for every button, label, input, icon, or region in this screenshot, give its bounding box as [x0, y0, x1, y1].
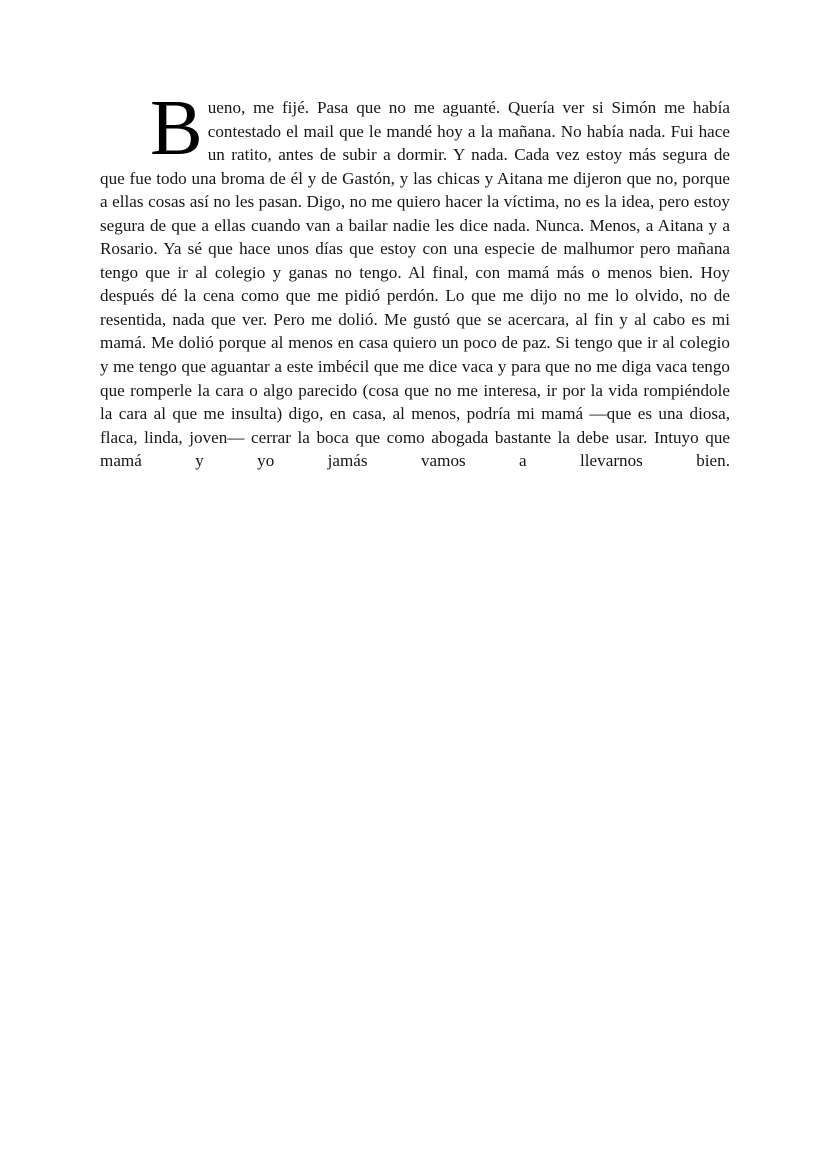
body-paragraph: Bueno, me fijé. Pasa que no me aguanté. Quería ver si Simón me había contestado el mail que le mandé hoy a la mañana. No había nada. Fui hace un ratito, antes de subir a dormir. Y nada. Cada vez estoy más segura de que fue todo una broma de él y de Gastón, y las chicas y Aitana me dijeron que no, porque a ellas cosas así no les pasan. Digo, no me quiero hacer la víctima, no es la idea, pero estoy segura de que a ellas cuando van a bailar nadie les dice nada. Nunca. Menos, a Aitana y a Rosario. Ya sé que hace unos días que estoy con una especie de malhumor pero mañana tengo que ir al colegio y ganas no tengo. Al final, con mamá más o menos bien. Hoy después dé la cena como que me pidió perdón. Lo que me dijo no me lo olvido, no de resentida, nada que ver. Pero me dolió. Me gustó que se acercara, al fin y al cabo es mi mamá. Me dolió porque al menos en casa quiero un poco de paz. Si tengo que ir al colegio y me tengo que aguantar a este imbécil que me dice vaca y para que no me diga vaca tengo que romperle la cara o algo parecido (cosa que no me interesa, ir por la vida rompiéndole la cara al que me insulta) digo, en casa, al menos, podría mi mamá —que es una diosa, flaca, linda, joven— cerrar la boca que como abogada bastante la debe usar. Intuyo que mamá y yo jamás vamos a llevarnos bien. — [100, 85, 730, 471]
text-column — [100, 85, 730, 496]
